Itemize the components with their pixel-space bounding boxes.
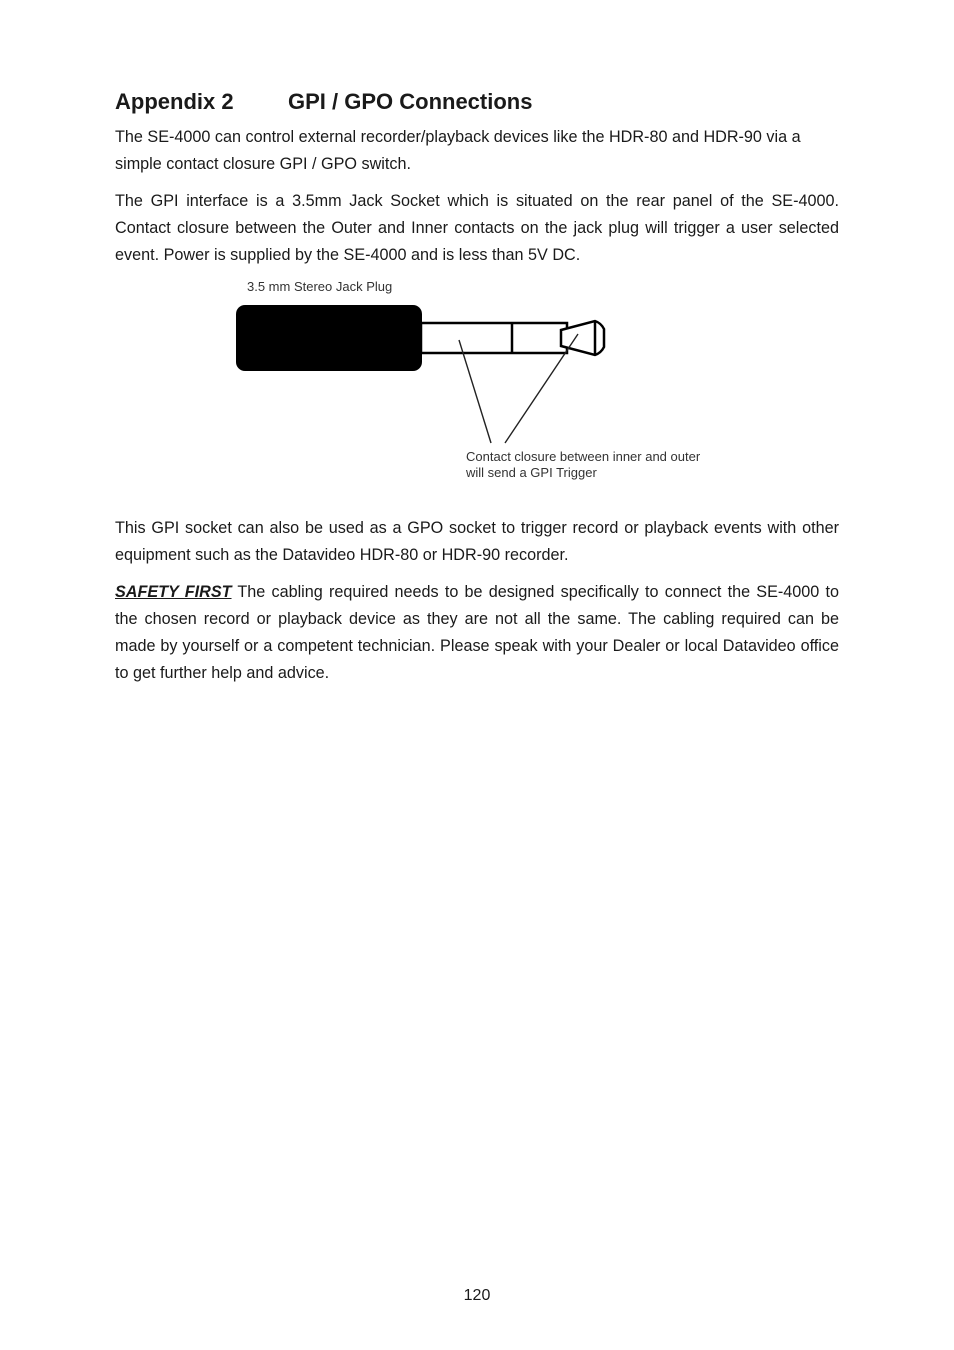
paragraph-safety	[115, 579, 839, 687]
plug-body	[236, 305, 422, 371]
figure-caption-line-2: will send a GPI Trigger	[466, 465, 597, 480]
figure-title: 3.5 mm Stereo Jack Plug	[247, 279, 393, 294]
paragraph-gpi-interface: The GPI interface is a 3.5mm Jack Socket which is situated on the rear panel of the SE-4000. Contact closure between the Outer and Inner contacts on the jack plug will trigger a user selected event. Power is supplied by the SE-4000 and is less than 5V DC.	[115, 192, 839, 264]
figure-caption-line-1: Contact closure between inner and outer	[466, 449, 701, 464]
jack-plug-figure	[115, 279, 839, 499]
document-page	[115, 86, 839, 697]
paragraph-gpo-socket: This GPI socket can also be used as a GPO socket to trigger record or playback events with other equipment such as the Datavideo HDR-80 or HDR-90 recorder.	[115, 519, 839, 564]
figure-caption	[466, 449, 700, 481]
page-number: 120	[463, 1287, 491, 1304]
pointer-line-outer	[459, 340, 491, 443]
plug-sleeve	[421, 323, 567, 353]
paragraph-intro: The SE-4000 can control external recorder/playback devices like the HDR-80 and HDR-90 via a simple contact closure GPI / GPO switch.	[115, 128, 801, 173]
appendix-heading	[115, 86, 839, 118]
safety-first-label: SAFETY FIRST	[115, 583, 232, 601]
safety-text: The cabling required needs to be designed specifically to connect the SE-4000 to the chosen record or playback device as they are not all the same. The cabling required can be made by yourself or a competent technician. Please speak with your Dealer or local Datavideo office to get further help and advice.	[115, 583, 839, 682]
appendix-title: GPI / GPO Connections	[288, 89, 533, 114]
appendix-number: Appendix 2	[115, 89, 234, 114]
